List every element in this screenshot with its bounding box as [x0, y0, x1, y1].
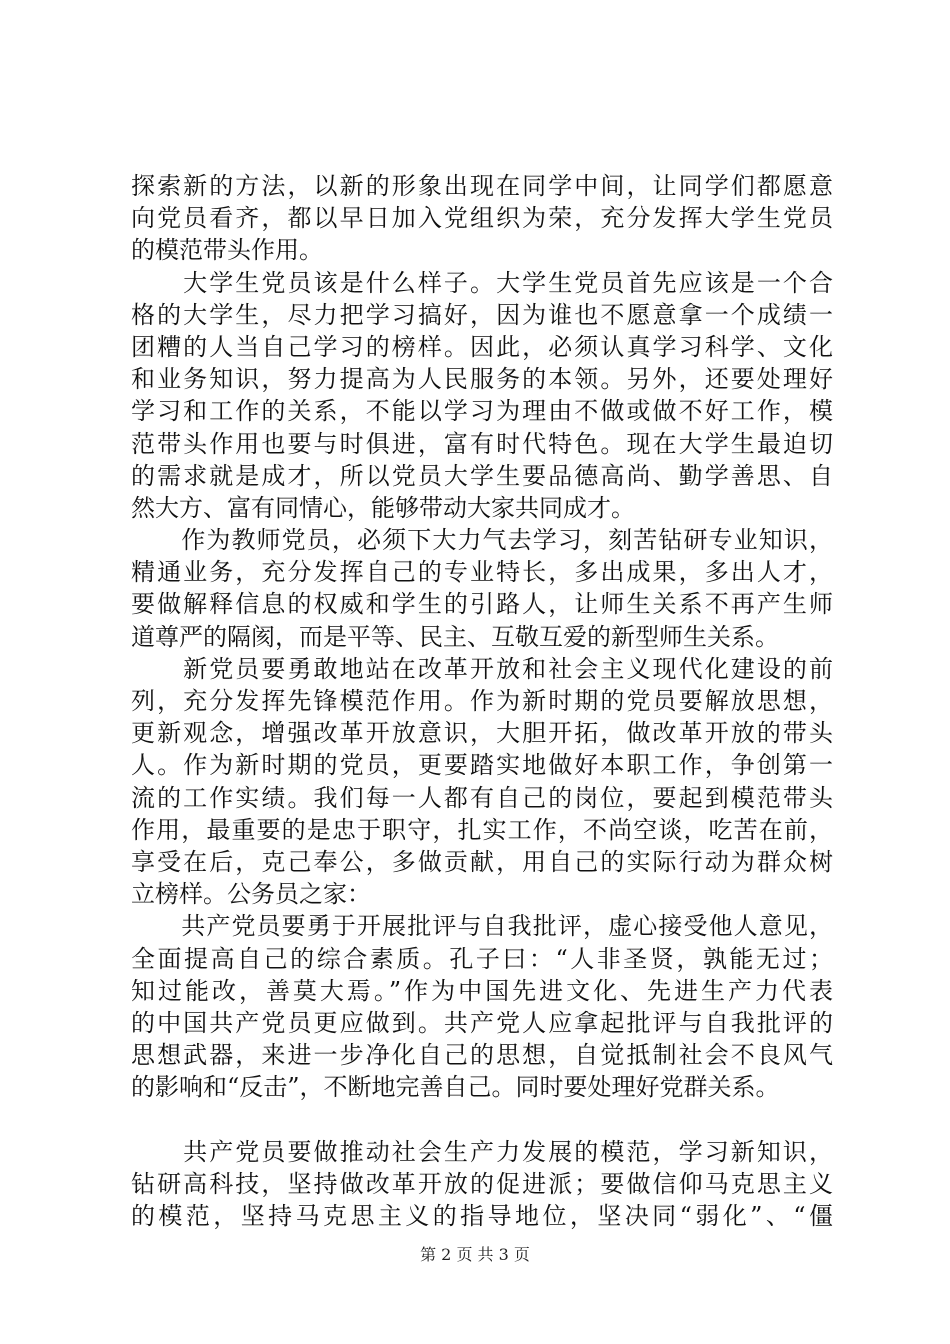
text-line: 流的工作实绩。我们每一人都有自己的岗位，要起到模范带头	[131, 783, 833, 812]
text-line: 思想武器，来进一步净化自己的思想，自觉抵制社会不良风气	[131, 1041, 833, 1070]
text-line: 和业务知识，努力提高为人民服务的本领。另外，还要处理好	[131, 365, 833, 394]
text-line: 的模范，坚持马克思主义的指导地位，坚决同“弱化”、“僵	[131, 1202, 833, 1230]
text-line: 然大方、富有同情心，能够带动大家共同成才。	[131, 493, 635, 522]
text-line: 共产党员要做推动社会生产力发展的模范，学习新知识，	[131, 1137, 833, 1166]
text-line: 人。作为新时期的党员，更要踏实地做好本职工作，争创第一	[131, 751, 833, 780]
text-line: 大学生党员该是什么样子。大学生党员首先应该是一个合	[131, 268, 833, 297]
text-line: 共产党员要勇于开展批评与自我批评，虚心接受他人意见，	[131, 912, 833, 941]
paragraph-4	[131, 653, 833, 911]
text-line: 探索新的方法，以新的形象出现在同学中间，让同学们都愿意	[131, 172, 833, 200]
paragraph-6	[131, 1136, 833, 1233]
text-line: 作用，最重要的是忠于职守，扎实工作，不尚空谈，吃苦在前，	[131, 815, 833, 844]
text-line: 列，充分发挥先锋模范作用。作为新时期的党员要解放思想，	[131, 687, 833, 715]
text-line: 的模范带头作用。	[131, 236, 323, 265]
text-line: 的中国共产党员更应做到。共产党人应拿起批评与自我批评的	[131, 1008, 833, 1037]
paragraph-5	[131, 910, 833, 1103]
text-line: 更新观念，增强改革开放意识，大胆开拓，做改革开放的带头	[131, 719, 833, 748]
paragraph-gap	[131, 1103, 833, 1135]
paragraph-1	[131, 170, 833, 267]
text-line: 要做解释信息的权威和学生的引路人，让师生关系不再产生师	[131, 590, 833, 619]
text-line: 向党员看齐，都以早日加入党组织为荣，充分发挥大学生党员	[131, 204, 833, 233]
text-line: 的影响和“反击”，不断地完善自己。同时要处理好党群关系。	[131, 1073, 780, 1102]
text-line: 团糟的人当自己学习的榜样。因此，必须认真学习科学、文化	[131, 332, 833, 361]
text-line: 知过能改，善莫大焉。”作为中国先进文化、先进生产力代表	[131, 976, 833, 1005]
paragraph-2	[131, 267, 833, 525]
text-line: 作为教师党员，必须下大力气去学习，刻苦钻研专业知识，	[131, 526, 833, 555]
text-line: 钻研高科技，坚持做改革开放的促进派；要做信仰马克思主义	[131, 1169, 833, 1198]
text-line: 精通业务，充分发挥自己的专业特长，多出成果，多出人才，	[131, 558, 833, 587]
page-number-label: 第 2 页 共 3 页	[420, 1245, 530, 1264]
text-line: 范带头作用也要与时俱进，富有时代特色。现在大学生最迫切	[131, 429, 833, 458]
text-line: 新党员要勇敢地站在改革开放和社会主义现代化建设的前	[131, 654, 833, 683]
page-footer	[0, 1244, 950, 1266]
text-line: 学习和工作的关系，不能以学习为理由不做或做不好工作，模	[131, 397, 833, 426]
text-line: 道尊严的隔阂，而是平等、民主、互敬互爱的新型师生关系。	[131, 622, 779, 651]
text-line: 立榜样。公务员之家：	[131, 880, 371, 909]
text-line: 的需求就是成才，所以党员大学生要品德高尚、勤学善思、自	[131, 461, 833, 490]
document-body	[131, 170, 833, 1232]
text-line: 全面提高自己的综合素质。孔子曰：“人非圣贤，孰能无过；	[131, 944, 833, 973]
text-line: 格的大学生，尽力把学习搞好，因为谁也不愿意拿一个成绩一	[131, 300, 833, 329]
paragraph-3	[131, 524, 833, 653]
text-line: 享受在后，克己奉公，多做贡献，用自己的实际行动为群众树	[131, 847, 833, 876]
